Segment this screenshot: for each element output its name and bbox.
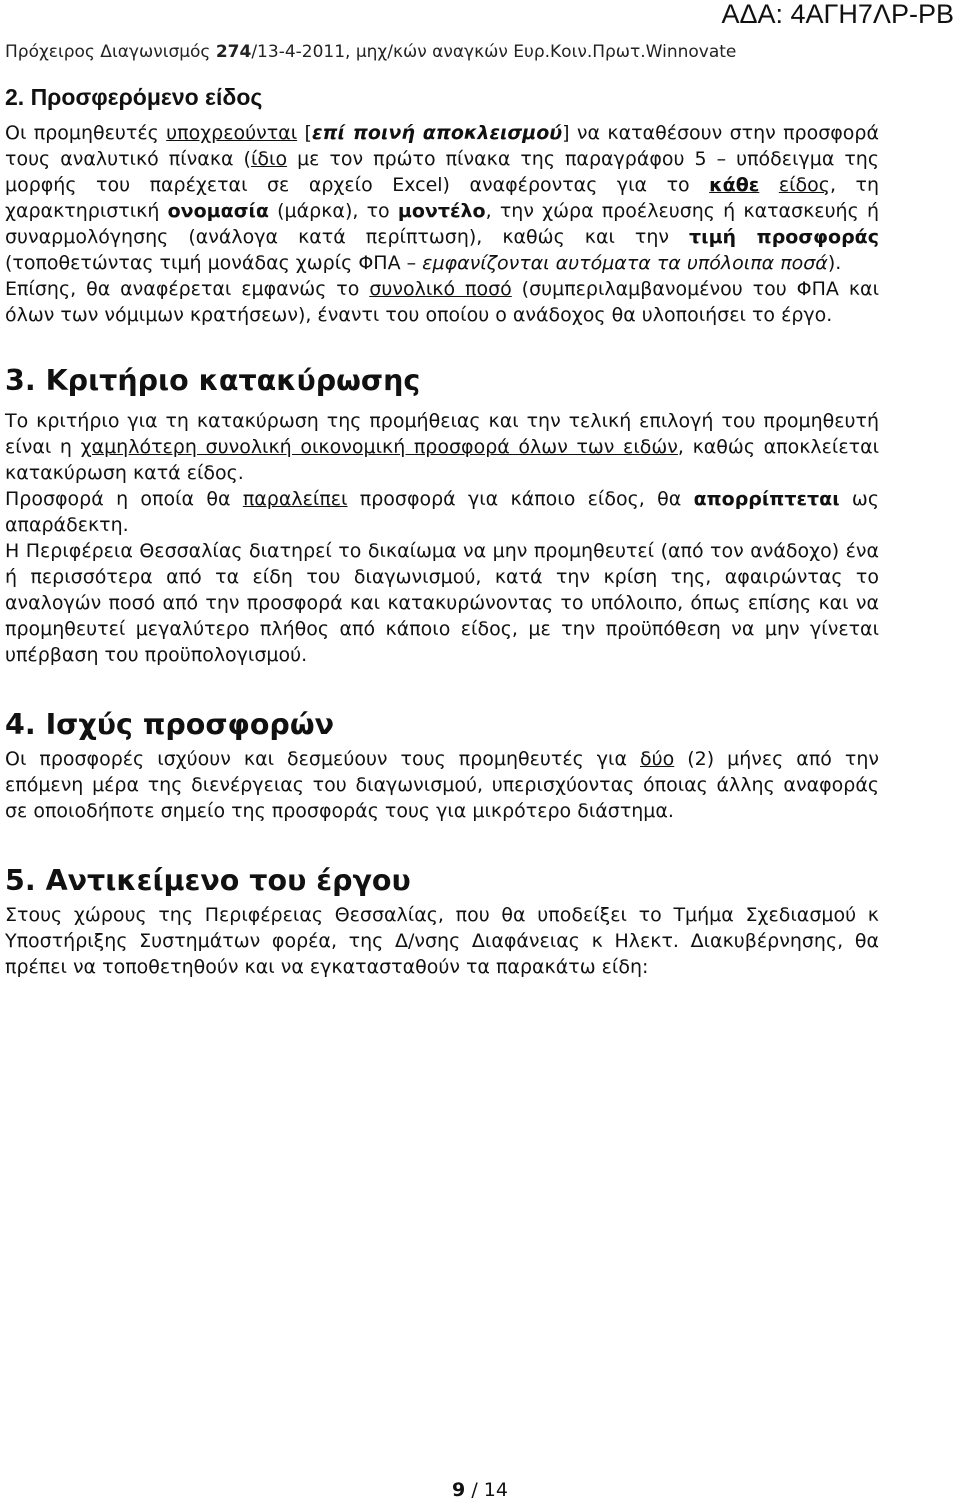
document-body [5,82,879,980]
section-5-title: 5. Αντικείμενο του έργου [5,864,411,897]
section-3-paragraph-1: Το κριτήριο για τη κατακύρωση της προμήθειας και την τελική επιλογή του προμηθευτή είναι η χαμηλότερη συνολική οικονομική προσφορά όλων των ειδών, καθώς αποκλείεται κατακύρωση κατά είδος. [5,410,880,484]
page-header: Πρόχειρος Διαγωνισμός 274/13-4-2011, μηχ/κών αναγκών Ευρ.Κοιν.Πρωτ.Winnovate [5,42,737,62]
section-3-paragraph-2: Προσφορά η οποία θα παραλείπει προσφορά για κάποιο είδος, θα απορρίπτεται ως απαράδεκτη. [5,488,879,536]
section-4-paragraph-1: Οι προσφορές ισχύουν και δεσμεύουν τους προμηθευτές για δύο (2) μήνες από την επόμενη μέρα της διενέργειας του διαγωνισμού, υπερισχύοντας όποιας άλλης αναφοράς σε οποιοδήποτε σημείο της προσφοράς τους για μικρότερο διάστημα. [5,748,879,822]
page-number: 9 / 14 [452,1479,508,1501]
header-number: 274 [215,42,252,62]
ada-code: ΑΔΑ: 4ΑΓΗ7ΛΡ-ΡΒ [721,0,954,29]
section-2-paragraph-2: Επίσης, θα αναφέρεται εμφανώς το συνολικό ποσό (συμπεριλαμβανομένου του ΦΠΑ και όλων των νόμιμων κρατήσεων), έναντι του οποίου ο ανάδοχος θα υλοποιήσει το έργο. [5,278,879,326]
section-3-title: 3. Κριτήριο κατακύρωσης [5,364,421,397]
section-2-title: 2. Προσφερόμενο είδος [5,84,263,110]
section-3-paragraph-3: Η Περιφέρεια Θεσσαλίας διατηρεί το δικαίωμα να μην προμηθευτεί (από τον ανάδοχο) ένα ή περισσότερα από τα είδη του διαγωνισμού, κατά την κρίση της, αφαιρώντας το αναλογών ποσό από την προσφορά και κατακυρώνοντας το υπόλοιπο, όπως επίσης και να προμηθευτεί μεγαλύτερο πλήθος από κάποιο είδος, με την προϋπόθεση να μην γίνεται υπέρβαση του προϋπολογισμού. [5,540,879,666]
section-4-title: 4. Ισχύς προσφορών [5,708,335,741]
section-5-paragraph-1: Στους χώρους της Περιφέρειας Θεσσαλίας, που θα υποδείξει το Τμήμα Σχεδιασμού κ Υποστήριξης Συστημάτων φορέα, της Δ/νσης Διαφάνειας κ Ηλεκτ. Διακυβέρνησης, θα πρέπει να τοποθετηθούν και να εγκατασταθούν τα παρακάτω είδη: [5,904,879,978]
section-2-paragraph-1: Οι προμηθευτές υποχρεούνται [επί ποινή αποκλεισμού] να καταθέσουν στην προσφορά τους αναλυτικό πίνακα (ίδιο με τον πρώτο πίνακα της παραγράφου 5 – υπόδειγμα της μορφής του παρέχεται σε αρχείο Excel) αναφέροντας για το κάθε είδος, τη χαρακτηριστική ονομασία (μάρκα), το μοντέλο, την χώρα προέλευσης ή κατασκευής ή συναρμολόγησης (ανάλογα κατά περίπτωση), καθώς και την τιμή προσφοράς (τοποθετώντας τιμή μονάδας χωρίς ΦΠΑ – εμφανίζονται αυτόματα τα υπόλοιπα ποσά). [5,122,880,274]
